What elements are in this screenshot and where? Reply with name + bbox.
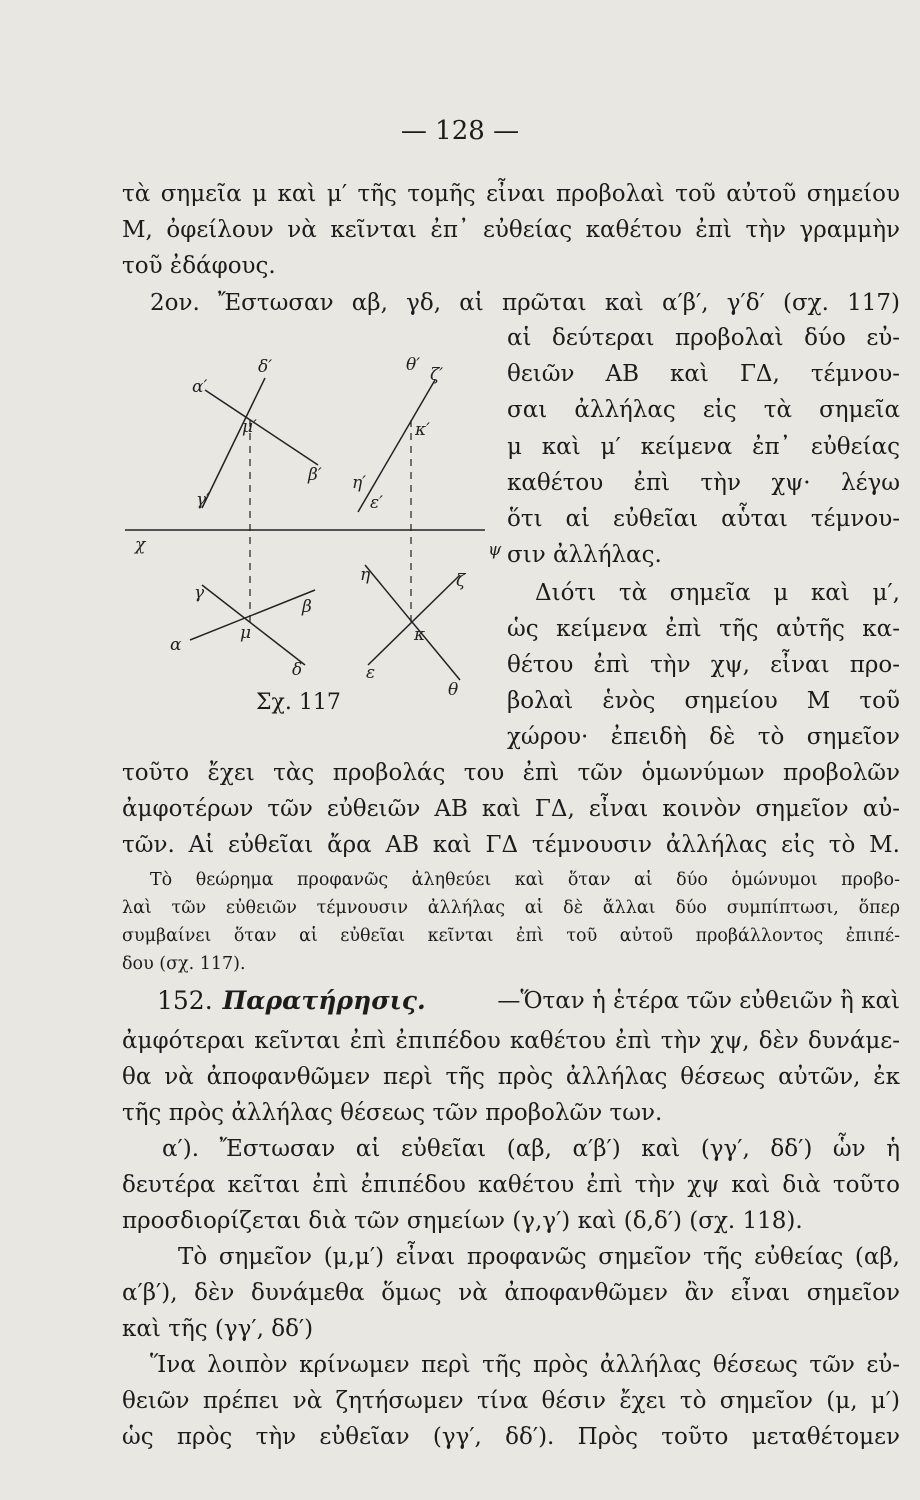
label: α [170, 635, 182, 655]
label: θ [448, 680, 459, 700]
label: β′ [308, 465, 322, 485]
text-line: δευτέρα κεῖται ἐπὶ ἐπιπέδου καθέτου ἐπὶ τὴν χψ καὶ διὰ τοῦτο [122, 1172, 900, 1198]
label: ε [366, 663, 376, 683]
text-line: μ καὶ μ′ κείμενα ἐπ᾽ εὐθείας [507, 434, 900, 460]
text-line: α′). Ἔστωσαν αἱ εὐθεῖαι (αβ, α′β′) καὶ (γγ′, δδ′) ὧν ἡ [162, 1136, 900, 1162]
page-number: — 128 — [400, 116, 520, 146]
text-line: καὶ τῆς (γγ′, δδ′) [122, 1316, 314, 1342]
label: θ′ [406, 355, 421, 375]
text-line: τοῦ ἐδάφους. [122, 253, 276, 279]
text-line: τοῦτο ἔχει τὰς προβολάς του ἐπὶ τῶν ὁμωνύμων προβολῶν [122, 760, 900, 786]
label: γ [194, 583, 205, 603]
line-ze [368, 575, 460, 665]
text-line: θέτου ἐπὶ τὴν χψ, εἶναι προ- [507, 652, 900, 678]
section-title: Παρατήρησις. [222, 986, 426, 1015]
note-line: δου (σχ. 117). [122, 954, 246, 974]
text-line: Ἵνα λοιπὸν κρίνωμεν περὶ τῆς πρὸς ἀλλήλας θέσεως τῶν εὐ- [150, 1352, 900, 1378]
label: μ [240, 623, 252, 643]
text-line: Μ, ὀφείλουν νὰ κεῖνται ἐπ᾽ εὐθείας καθέτου ἐπὶ τὴν γραμμὴν [122, 217, 900, 243]
text-line: Τὸ σημεῖον (μ,μ′) εἶναι προφανῶς σημεῖον τῆς εὐθείας (αβ, [178, 1244, 900, 1270]
line-gd [202, 585, 305, 665]
text-line: σιν ἀλλήλας. [507, 542, 662, 568]
figure-caption: Σχ. 117 [256, 690, 341, 715]
note-line: λαὶ τῶν εὐθειῶν τέμνουσιν ἀλλήλας αἱ δὲ ἄλλαι δύο συμπίπτωσι, ὅπερ [122, 898, 900, 918]
section-heading-line [157, 985, 900, 1017]
line-a1b1 [205, 390, 318, 465]
label: η′ [352, 473, 367, 493]
text-line: σαι ἀλλήλας εἰς τὰ σημεῖα [507, 397, 900, 423]
text-line: Διότι τὰ σημεῖα μ καὶ μ′, [535, 580, 900, 606]
label: ψ [488, 540, 502, 560]
text-line: τῶν. Αἱ εὐθεῖαι ἄρα ΑΒ καὶ ΓΔ τέμνουσιν ἀλλήλας εἰς τὸ Μ. [122, 832, 900, 858]
label: δ [292, 660, 303, 680]
label: κ′ [415, 420, 431, 440]
text-line: βολαὶ ἑνὸς σημείου Μ τοῦ [507, 688, 900, 714]
label: δ′ [258, 357, 273, 377]
label: η [360, 565, 371, 585]
figure-117 [130, 340, 500, 710]
text-line: θειῶν ΑΒ καὶ ΓΔ, τέμνου- [507, 361, 900, 387]
text-line: αἱ δεύτεραι προβολαὶ δύο εὐ- [507, 325, 900, 351]
text-line: καθέτου ἐπὶ τὴν χψ· λέγω [507, 470, 900, 496]
label: χ [135, 535, 146, 555]
text-line: τῆς πρὸς ἀλλήλας θέσεως τῶν προβολῶν των. [122, 1100, 663, 1126]
note-line: συμβαίνει ὅταν αἱ εὐθεῖαι κεῖνται ἐπὶ τοῦ αὐτοῦ προβάλλοντος ἐπιπέ- [122, 926, 900, 946]
label: ε′ [370, 493, 383, 513]
text-line: ὡς πρὸς τὴν εὐθεῖαν (γγ′, δδ′). Πρὸς τοῦτο μεταθέτομεν [122, 1424, 900, 1450]
text-line: θα νὰ ἀποφανθῶμεν περὶ τῆς πρὸς ἀλλήλας θέσεως αὐτῶν, ἐκ [122, 1064, 900, 1090]
label: β [302, 597, 312, 617]
section-number: 152. [157, 986, 213, 1015]
label: ζ [456, 571, 466, 591]
label: γ′ [196, 490, 211, 510]
label: κ [414, 625, 426, 645]
label: α′ [192, 377, 208, 397]
text-line: ὅτι αἱ εὐθεῖαι αὗται τέμνου- [507, 506, 900, 532]
label: ζ′ [430, 365, 444, 385]
line-ab [190, 590, 315, 640]
label: μ′ [242, 417, 257, 437]
text-line: τὰ σημεῖα μ καὶ μ′ τῆς τομῆς εἶναι προβολαὶ τοῦ αὐτοῦ σημείου [122, 181, 900, 207]
text-line: α′β′), δὲν δυνάμεθα ὅμως νὰ ἀποφανθῶμεν ἂν εἶναι σημεῖον [122, 1280, 900, 1306]
text-line: ἀμφότεραι κεῖνται ἐπὶ ἐπιπέδου καθέτου ἐπὶ τὴν χψ, δὲν δυνάμε- [122, 1028, 900, 1054]
text-line: θειῶν πρέπει νὰ ζητήσωμεν τίνα θέσιν ἔχει τὸ σημεῖον (μ, μ′) [122, 1388, 900, 1414]
text-line: προσδιορίζεται διὰ τῶν σημείων (γ,γ′) καὶ (δ,δ′) (σχ. 118). [122, 1208, 803, 1234]
line-g1d1 [202, 378, 265, 508]
text-line: 2ον. Ἔστωσαν αβ, γδ, αἱ πρῶται καὶ α′β′, γ′δ′ (σχ. 117) [150, 290, 900, 316]
text-line: ὡς κείμενα ἐπὶ τῆς αὐτῆς κα- [507, 616, 900, 642]
text-line: —Ὅταν ἡ ἑτέρα τῶν εὐθειῶν ἢ καὶ [497, 988, 900, 1014]
note-line: Τὸ θεώρημα προφανῶς ἀληθεύει καὶ ὅταν αἱ δύο ὁμώνυμοι προβο- [150, 870, 900, 890]
text-line: ἀμφοτέρων τῶν εὐθειῶν ΑΒ καὶ ΓΔ, εἶναι κοινὸν σημεῖον αὐ- [122, 796, 900, 822]
text-line: χώρου· ἐπειδὴ δὲ τὸ σημεῖον [507, 724, 900, 750]
